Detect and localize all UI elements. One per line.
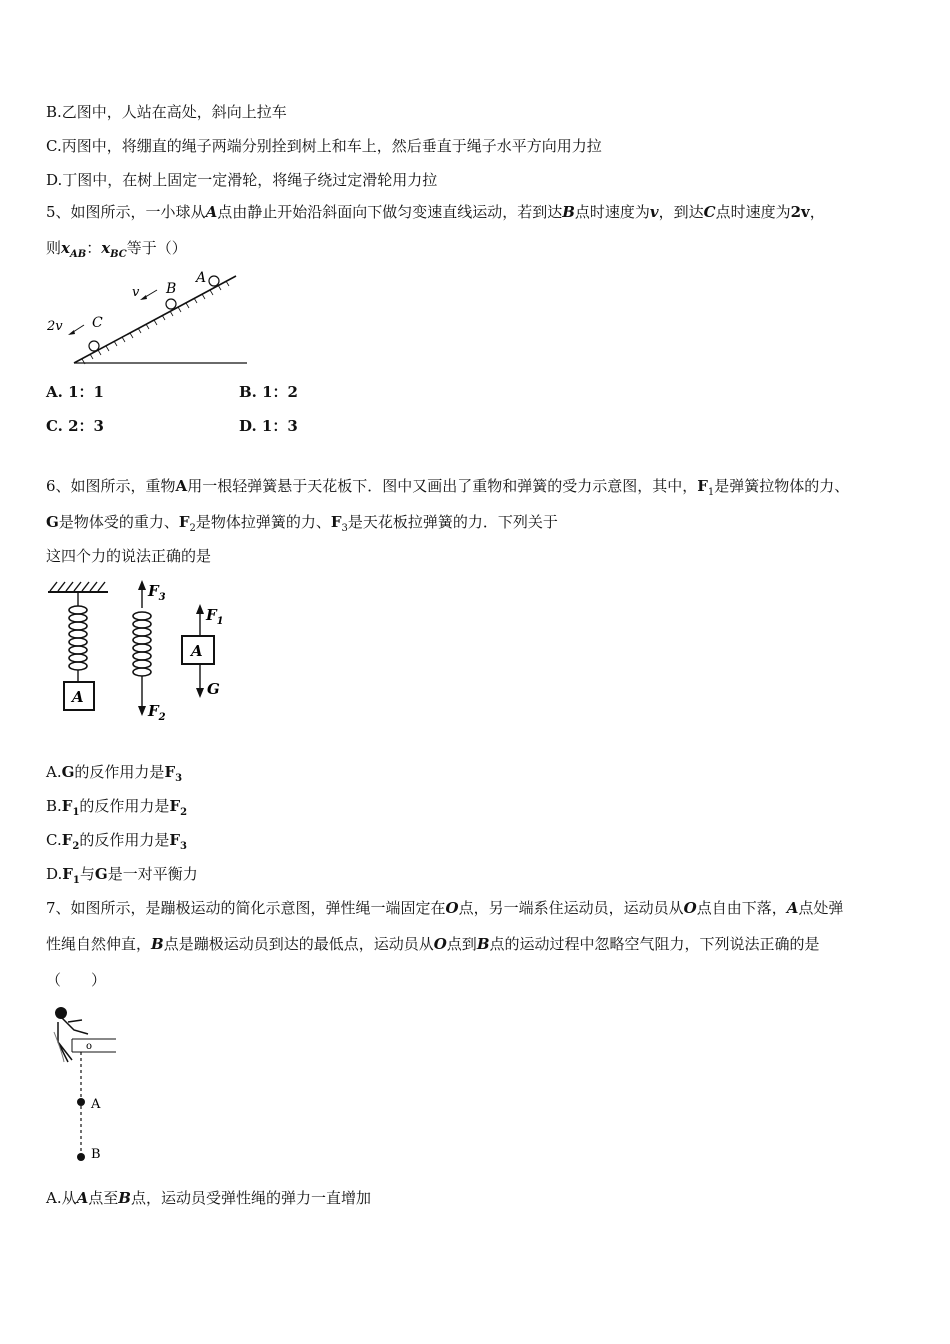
q5-incline-figure [44, 268, 254, 368]
q6-option-c: $C.F_2$的反作用力是$F_3$ [46, 831, 187, 852]
q6-fig-f3-label: $F_3$ [148, 582, 166, 603]
q5-fig-label-2v: 2v [47, 319, 63, 334]
q6-option-a: A.G的反作用力是$F_3$ [46, 763, 183, 784]
q7-stem-line2: 性绳自然伸直，B点是蹦极运动员到达的最低点，运动员从O点到B点的运动过程中忽略空气阻力，下列说法正确的是 [46, 935, 820, 953]
q6-fig-g-label: G [207, 680, 220, 698]
q5-stem-line1: 5、如图所示，一小球从A点由静止开始沿斜面向下做匀变速直线运动，若到达B点时速度为v，到达C点时速度为2v， [46, 203, 825, 221]
q7-answer-paren: （ ） [46, 971, 107, 989]
q5-option-b: B. 1：2 [239, 383, 298, 401]
q4-option-c: C.丙图中，将绷直的绳子两端分别拴到树上和车上，然后垂直于绳子水平方向用力拉 [46, 137, 602, 155]
q7-bungee-figure [44, 1002, 124, 1172]
q7-option-a: A.从A点至B点，运动员受弹性绳的弹力一直增加 [46, 1189, 371, 1207]
q6-fig-fbd-block-label: A [191, 642, 203, 660]
q5-ball-c [89, 341, 99, 351]
q5-option-a: A. 1：1 [46, 383, 104, 401]
jumper-head [55, 1007, 67, 1019]
q7-point-a [77, 1098, 85, 1106]
q5-ball-b [166, 299, 176, 309]
q4-option-b: B.乙图中，人站在高处，斜向上拉车 [46, 103, 287, 121]
q6-option-d: $D.F_1$与G是一对平衡力 [46, 865, 198, 886]
q5-fig-label-v: v [132, 285, 140, 300]
q5-fig-label-a: A [196, 270, 207, 286]
q6-stem-line3: 这四个力的说法正确的是 [46, 547, 212, 565]
q4-option-d: D.丁图中，在树上固定一定滑轮，将绳子绕过定滑轮用力拉 [46, 171, 438, 189]
q7-point-b [77, 1153, 85, 1161]
q5-number: 5、 [46, 203, 71, 221]
q7-fig-label-o: o [86, 1041, 93, 1052]
q5-fig-label-c: C [92, 315, 103, 331]
q6-fig-block-label: A [72, 688, 84, 706]
q5-option-c: C. 2：3 [46, 417, 104, 435]
q6-stem-line1: 6、如图所示，重物A用一根轻弹簧悬于天花板下．图中又画出了重物和弹簧的受力示意图，其中，$F_1$是弹簧拉物体的力、 [46, 477, 850, 498]
q6-fig-f2-label: $F_2$ [148, 702, 166, 723]
q6-stem-line2: G是物体受的重力、$F_2$是物体拉弹簧的力、$F_3$是天花板拉弹簧的力．下列关于 [46, 513, 558, 534]
q7-fig-label-b: B [91, 1147, 101, 1162]
q5-option-d: D. 1：3 [239, 417, 298, 435]
q7-stem-line1: 7、如图所示，是蹦极运动的简化示意图，弹性绳一端固定在O点，另一端系住运动员，运动员从O点自由下落，A点处弹 [46, 899, 844, 917]
q6-fig-f1-label: $F_1$ [206, 606, 224, 627]
q7-fig-label-a: A [91, 1097, 101, 1112]
q5-ball-a [209, 276, 219, 286]
q5-fig-label-b: B [166, 281, 177, 297]
q6-option-b: $B.F_1$的反作用力是$F_2$ [46, 797, 188, 818]
q6-spring-figure [44, 578, 234, 728]
q5-stem-line2: 则$x_{AB}$：$x_{BC}$等于（） [46, 239, 187, 260]
